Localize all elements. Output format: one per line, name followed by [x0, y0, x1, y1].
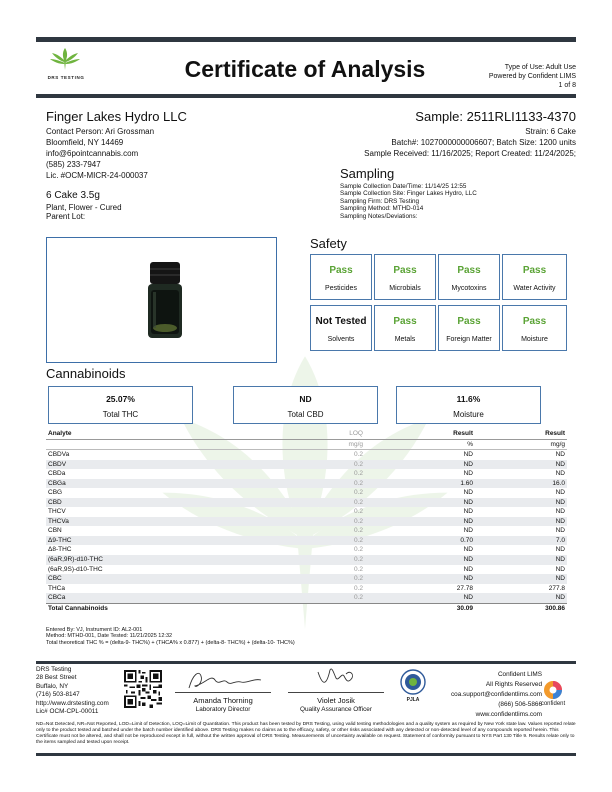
summary-value: 25.07% — [106, 394, 135, 404]
loq-cell: 0.2 — [195, 574, 365, 584]
lims-website[interactable]: www.confidentlims.com — [475, 711, 542, 718]
client-contact: Contact Person: Ari Grossman — [46, 127, 155, 136]
signature-violet-josik — [288, 664, 384, 692]
loq-cell: 0.2 — [195, 498, 365, 508]
type-of-use: Type of Use: Adult Use — [504, 64, 576, 71]
sample-strain: Strain: 6 Cake — [525, 127, 576, 136]
sampling-site: Sample Collection Site: Finger Lakes Hydro, LLC — [340, 190, 477, 198]
result-mg-cell: ND — [475, 460, 567, 470]
sample-received: Sample Received: 11/16/2025; Report Created: 11/24/2025; — [364, 149, 576, 159]
lims-email[interactable]: coa.support@confidentlims.com — [450, 691, 542, 698]
safety-title: Safety — [310, 236, 347, 251]
result-percent-cell: 27.78 — [456, 584, 473, 592]
thc-formula: Total theoretical THC % = (delta-9- THC%) + (THCA% x 0.877) + (delta-8- THC%) + (delta-10- THC%) — [46, 639, 295, 646]
total-row — [46, 603, 567, 613]
result-percent-cell: ND — [463, 508, 473, 516]
result-mg-cell: 16.0 — [475, 479, 567, 489]
pjla-accreditation-icon — [398, 668, 428, 708]
safety-test-mycotoxins — [438, 254, 500, 300]
lims-info — [451, 670, 542, 720]
lab-website[interactable]: http://www.drstesting.com — [36, 699, 109, 707]
table-row — [46, 555, 567, 565]
loq-cell: 0.2 — [353, 489, 363, 497]
method-info: Method: MTHD-001, Date Tested: 11/21/2025 12:32 — [46, 633, 173, 640]
footer-bar — [36, 753, 576, 756]
summary-value: ND — [299, 394, 312, 404]
table-row — [46, 584, 567, 594]
table-row — [46, 450, 567, 460]
table-row — [46, 469, 567, 479]
result-mg-cell: ND — [555, 451, 565, 458]
safety-status: Pass — [393, 265, 417, 276]
column-header: LOQ — [195, 429, 365, 439]
safety-test-solvents — [310, 305, 372, 351]
document-title: Certificate of Analysis — [184, 56, 426, 82]
result-mg-cell: 277.8 — [548, 584, 565, 592]
table-row — [46, 498, 567, 508]
loq-cell: 0.2 — [195, 517, 365, 527]
safety-label: Solvents — [327, 336, 355, 343]
safety-grid — [310, 254, 567, 355]
pjla-text: PJLA — [406, 697, 420, 703]
lab-license: Lic# OCM-CPL-00011 — [36, 708, 99, 716]
signer1-role: Laboratory Director — [195, 706, 251, 713]
sample-id: Sample: 2511RLI1133-4370 — [415, 109, 576, 124]
page-number: 1 of 8 — [558, 82, 576, 89]
result-percent-cell: ND — [463, 489, 473, 497]
table-row — [46, 526, 567, 536]
lab-name: DRS Testing — [36, 666, 72, 673]
result-mg-cell: ND — [555, 470, 565, 478]
drs-logo-text: DRS TESTING — [47, 75, 85, 80]
sampling-firm: Sampling Firm: DRS Testing — [340, 197, 419, 205]
loq-cell: 0.2 — [195, 555, 365, 565]
loq-cell: 0.2 — [353, 584, 363, 592]
unit-cell — [46, 439, 195, 450]
product-details — [46, 203, 122, 221]
header-bar — [36, 37, 576, 42]
result-percent-cell: ND — [365, 517, 475, 527]
lab-street: 28 Best Street — [36, 674, 77, 682]
unit-cell: mg/g — [475, 439, 567, 450]
safety-status: Pass — [522, 265, 547, 276]
loq-cell: 0.2 — [195, 593, 365, 603]
loq-cell: 0.2 — [195, 536, 365, 546]
loq-cell: 0.2 — [353, 546, 363, 554]
result-mg-cell: ND — [475, 593, 567, 603]
safety-status: Pass — [522, 316, 547, 327]
result-percent-cell: ND — [463, 565, 473, 573]
unit-cell: % — [365, 439, 475, 450]
result-mg-cell: ND — [555, 489, 565, 497]
loq-cell: 0.2 — [195, 479, 365, 489]
lab-phone: (716) 503-8147 — [36, 691, 80, 699]
result-mg-cell: ND — [475, 574, 567, 584]
cannabinoid-results-table — [46, 429, 567, 613]
safety-label: Microbials — [389, 285, 421, 292]
result-percent-cell: ND — [463, 527, 473, 535]
total-cell: 300.86 — [475, 603, 567, 613]
table-row — [46, 545, 567, 555]
disclaimer: ND=Not Detected, NR=Not Reported, LOD=Limit of Detection, LOQ=Limit of Quantitation. This product has been tested by DRS Testing, using valid testing methodologies and a quality system as required by New York state law. Values reported relate only to the product tested and batched under the batch number identified above. DRS Testing makes no claims as to the efficacy, safety, or other risks associated with any detected or non-detected level of any compounds reported herein. This Certificate must not be altered, and shall not be reproduced except in full, without the written approval of DRS Testing. Measurements of uncertainty available on request. Statement of conformity pursuant to NYS Part 130 Title 9. Results relate only to the items sampled and tested upon receipt. — [36, 722, 576, 745]
client-email: info@6pointcannabis.com — [46, 149, 139, 159]
loq-cell: 0.2 — [353, 527, 363, 535]
lims-name: Confident LIMS — [497, 671, 542, 678]
analyte-cell: CBDa — [48, 470, 66, 478]
units-row — [46, 439, 567, 450]
client-license: Lic. #OCM-MICR-24-000037 — [46, 171, 148, 181]
unit-cell: mg/g — [195, 439, 365, 450]
result-percent-cell: 1.60 — [365, 479, 475, 489]
analyte-cell: CBG — [48, 489, 63, 497]
analyte-cell: Δ9-THC — [46, 536, 195, 546]
safety-test-pesticides — [310, 254, 372, 300]
product-type: Plant, Flower - Cured — [46, 203, 122, 212]
summary-label: Total THC — [102, 410, 139, 419]
result-percent-cell: ND — [463, 451, 473, 458]
result-percent-cell: ND — [365, 593, 475, 603]
client-name: Finger Lakes Hydro LLC — [46, 109, 187, 124]
analyte-cell: CBGa — [46, 479, 195, 489]
signer2-name: Violet Josik — [317, 696, 355, 705]
client-address: Bloomfield, NY 14469 — [46, 138, 124, 148]
loq-cell: 0.2 — [195, 460, 365, 470]
summary-label: Moisture — [453, 410, 484, 419]
safety-test-foreign-matter — [438, 305, 500, 351]
safety-status: Pass — [329, 265, 353, 276]
signature-line — [288, 692, 384, 693]
confident-logo-icon — [543, 680, 563, 700]
lims-phone: (866) 506-5866 — [498, 701, 542, 708]
table-row — [46, 593, 567, 603]
analyte-cell: (6aR,9S)-d10-THC — [48, 565, 103, 573]
table-row — [46, 574, 567, 584]
sampling-method: Sampling Method: MTHD-014 — [340, 205, 424, 213]
summary-moisture — [396, 386, 541, 424]
confident-logo-text: confident — [540, 701, 566, 707]
analyte-cell: THCVa — [46, 517, 195, 527]
sampling-notes: Sampling Notes/Deviations: — [340, 212, 418, 220]
result-mg-cell: ND — [555, 546, 565, 554]
total-cell: Total Cannabinoids — [46, 603, 195, 613]
sampling-title: Sampling — [340, 166, 395, 181]
analyte-cell: THCV — [48, 508, 66, 516]
summary-total-thc — [48, 386, 193, 424]
product-image-box — [46, 237, 277, 363]
test-notes — [46, 627, 295, 646]
column-header: Analyte — [46, 429, 195, 439]
result-mg-cell: ND — [555, 565, 565, 573]
signer2-role: Quality Assurance Officer — [300, 706, 372, 713]
summary-total-cbd — [233, 386, 378, 424]
lims-rights: All Rights Reserved — [485, 681, 542, 688]
summary-label: Total CBD — [287, 410, 324, 419]
client-details — [46, 126, 154, 181]
product-name: 6 Cake 3.5g — [46, 190, 100, 201]
table-row — [46, 565, 567, 575]
safety-test-metals — [374, 305, 436, 351]
table-row — [46, 507, 567, 517]
loq-cell: 0.2 — [353, 565, 363, 573]
loq-cell: 0.2 — [353, 470, 363, 478]
client-phone: (585) 233-7947 — [46, 160, 101, 170]
result-percent-cell: ND — [463, 470, 473, 478]
product-jar-image — [147, 260, 183, 342]
safety-label: Mycotoxins — [451, 285, 487, 292]
entered-by: Entered By: VJ, Instrument ID: AL2-001 — [46, 627, 143, 633]
header-divider — [36, 94, 576, 98]
analyte-cell: THCa — [48, 584, 65, 592]
result-percent-cell: 0.70 — [365, 536, 475, 546]
loq-cell: 0.2 — [353, 451, 363, 458]
analyte-cell: Δ8-THC — [48, 546, 72, 554]
result-percent-cell: ND — [365, 574, 475, 584]
column-header: Result — [365, 429, 475, 439]
drs-logo-icon — [50, 48, 80, 72]
safety-status: Pass — [393, 316, 417, 327]
table-row — [46, 479, 567, 489]
loq-cell: 0.2 — [353, 508, 363, 516]
analyte-cell: CBC — [46, 574, 195, 584]
sampling-details — [340, 183, 477, 220]
safety-status: Pass — [457, 265, 481, 276]
result-percent-cell: ND — [365, 555, 475, 565]
lab-city: Buffalo, NY — [36, 682, 69, 690]
table-header-row — [46, 429, 567, 439]
analyte-cell: CBCa — [46, 593, 195, 603]
sample-details — [364, 126, 576, 159]
summary-value: 11.6% — [456, 394, 481, 404]
analyte-cell: CBDV — [46, 460, 195, 470]
table-row — [46, 517, 567, 527]
safety-status: Pass — [457, 316, 481, 327]
analyte-cell: CBDVa — [48, 451, 70, 458]
table-row — [46, 460, 567, 470]
table-row — [46, 536, 567, 546]
safety-label: Water Activity — [513, 285, 556, 292]
header-meta — [489, 63, 576, 90]
sample-batch: Batch#: 1027000000006607; Batch Size: 1200 units — [391, 138, 576, 148]
result-mg-cell: 7.0 — [475, 536, 567, 546]
safety-status: Not Tested — [315, 316, 367, 327]
lab-info — [36, 666, 109, 716]
table-row — [46, 488, 567, 498]
signature-amanda-thorning — [175, 666, 271, 692]
signature-line — [175, 692, 271, 693]
result-percent-cell: ND — [463, 546, 473, 554]
powered-by: Powered by Confident LIMS — [488, 73, 576, 80]
analyte-cell: CBN — [48, 527, 62, 535]
safety-test-moisture — [502, 305, 567, 351]
cannabinoids-title: Cannabinoids — [46, 366, 126, 381]
total-cell: 30.09 — [365, 603, 475, 613]
result-mg-cell: ND — [475, 498, 567, 508]
sampling-date: Sample Collection Date/Time: 11/14/25 12:55 — [340, 183, 467, 190]
safety-label: Foreign Matter — [446, 336, 492, 343]
qr-code[interactable] — [124, 670, 162, 708]
safety-test-water-activity — [502, 254, 567, 300]
safety-test-microbials — [374, 254, 436, 300]
safety-label: Moisture — [521, 336, 548, 343]
analyte-cell: (6aR,9R)-d10-THC — [46, 555, 195, 565]
analyte-cell: CBD — [46, 498, 195, 508]
result-mg-cell: ND — [555, 527, 565, 535]
safety-label: Pesticides — [325, 285, 357, 292]
total-cell — [195, 603, 365, 613]
result-percent-cell: ND — [365, 498, 475, 508]
result-percent-cell: ND — [365, 460, 475, 470]
parent-lot: Parent Lot: — [46, 212, 86, 221]
result-mg-cell: ND — [555, 508, 565, 516]
result-mg-cell: ND — [475, 555, 567, 565]
result-mg-cell: ND — [475, 517, 567, 527]
column-header: Result — [475, 429, 567, 439]
signer1-name: Amanda Thorning — [193, 696, 253, 705]
safety-label: Metals — [394, 336, 416, 343]
